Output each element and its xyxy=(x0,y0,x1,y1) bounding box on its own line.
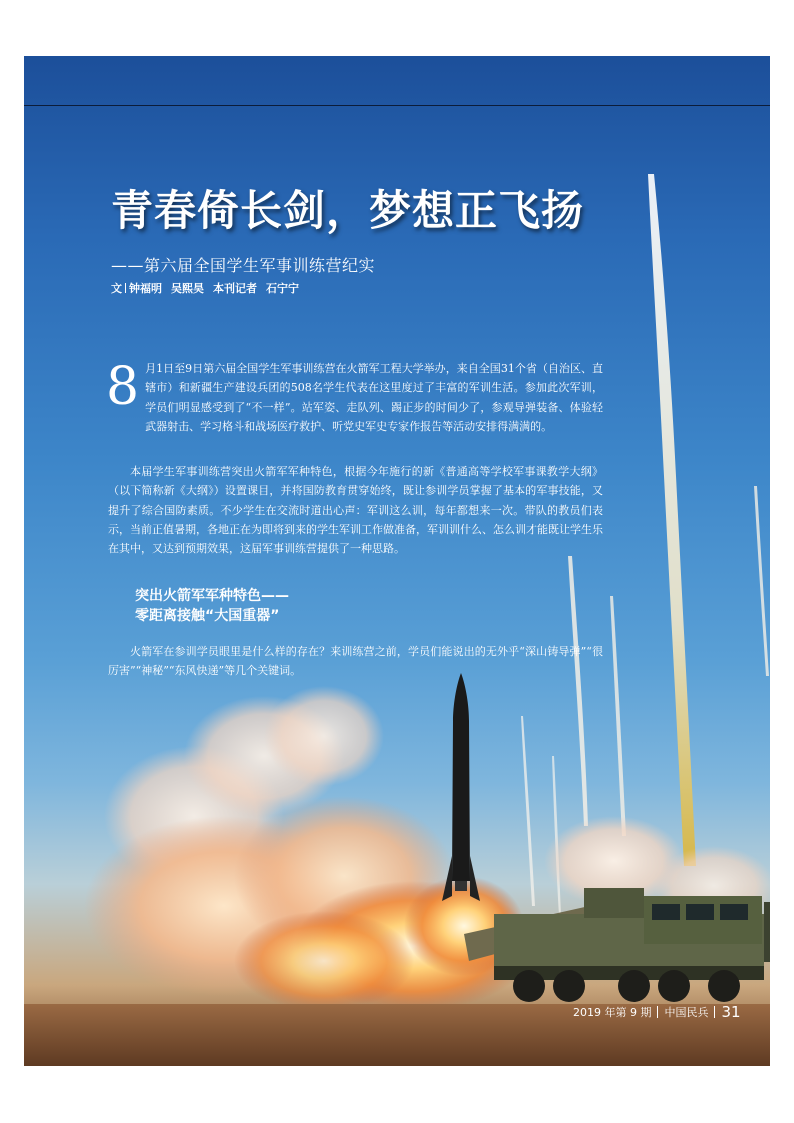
paragraph-intro-text: 月1日至9日第六届全国学生军事训练营在火箭军工程大学举办，来自全国31个省（自治区、直辖市）和新疆生产建设兵团的508名学生代表在这里度过了丰富的军训生活。参加此次军训，学员们明显感受到了“不一样”。站军姿、走队列、踢正步的时间少了，参观导弹装备、体验轻武器射击、学习格斗和战场医疗救护、听党史军史专家作报告等活动安排得满满的。 xyxy=(145,362,603,433)
magazine-page xyxy=(24,56,770,1066)
drop-cap: 8 xyxy=(106,357,140,417)
paragraph-3: 火箭军在参训学员眼里是什么样的存在？来训练营之前，学员们能说出的无外乎“深山铸导弹”“很厉害”“神秘”“东风快递”等几个关键词。 xyxy=(108,645,603,678)
issue-label: 2019 年第 9 期 xyxy=(573,1006,652,1019)
smoke-trail xyxy=(521,716,535,906)
section-heading-line1: 突出火箭军军种特色—— xyxy=(135,588,289,604)
magazine-name: 中国民兵 xyxy=(664,1006,709,1019)
page-number: 31 xyxy=(721,1003,741,1021)
smoke-trail xyxy=(754,486,769,676)
section-heading-line2: 零距离接触“大国重器” xyxy=(135,608,280,624)
page-footer xyxy=(573,1003,741,1021)
launch-fire xyxy=(234,911,414,1011)
paragraph-intro xyxy=(108,359,603,436)
footer-divider xyxy=(714,1006,715,1018)
reporter-name: 石宁宁 xyxy=(266,282,299,295)
smoke-trail-large xyxy=(648,174,696,866)
smoke-cloud xyxy=(264,686,384,786)
paragraph-2: 本届学生军事训练营突出火箭军军种特色，根据今年施行的新《普通高等学校军事课教学大纲》（以下简称新《大纲》）设置课目，并将国防教育贯穿始终，既让参训学员掌握了基本的军事技能，又提升了综合国防素质。不少学生在交流时道出心声：军训这么训，每年都想来一次。带队的教员们表示，当前正值暑期，各地正在为即将到来的学生军训工作做准备，军训训什么、怎么训才能既让学生乐在其中，又达到预期效果，这届军事训练营提供了一种思路。 xyxy=(108,465,603,556)
article-title: 青春倚长剑，梦想正飞扬 xyxy=(111,186,585,235)
byline-prefix: 文 xyxy=(111,282,122,295)
section-heading xyxy=(135,586,289,626)
author-name: 钟福明 xyxy=(129,282,162,295)
header-rule xyxy=(24,105,770,106)
byline-separator xyxy=(125,283,126,293)
article-subtitle: ——第六届全国学生军事训练营纪实 xyxy=(111,256,376,275)
smoke-trail xyxy=(610,596,626,836)
footer-divider xyxy=(657,1006,658,1018)
byline xyxy=(111,280,299,296)
reporter-label: 本刊记者 xyxy=(213,282,257,295)
author-name: 吴熙昊 xyxy=(171,282,204,295)
smoke-trail xyxy=(568,556,588,826)
